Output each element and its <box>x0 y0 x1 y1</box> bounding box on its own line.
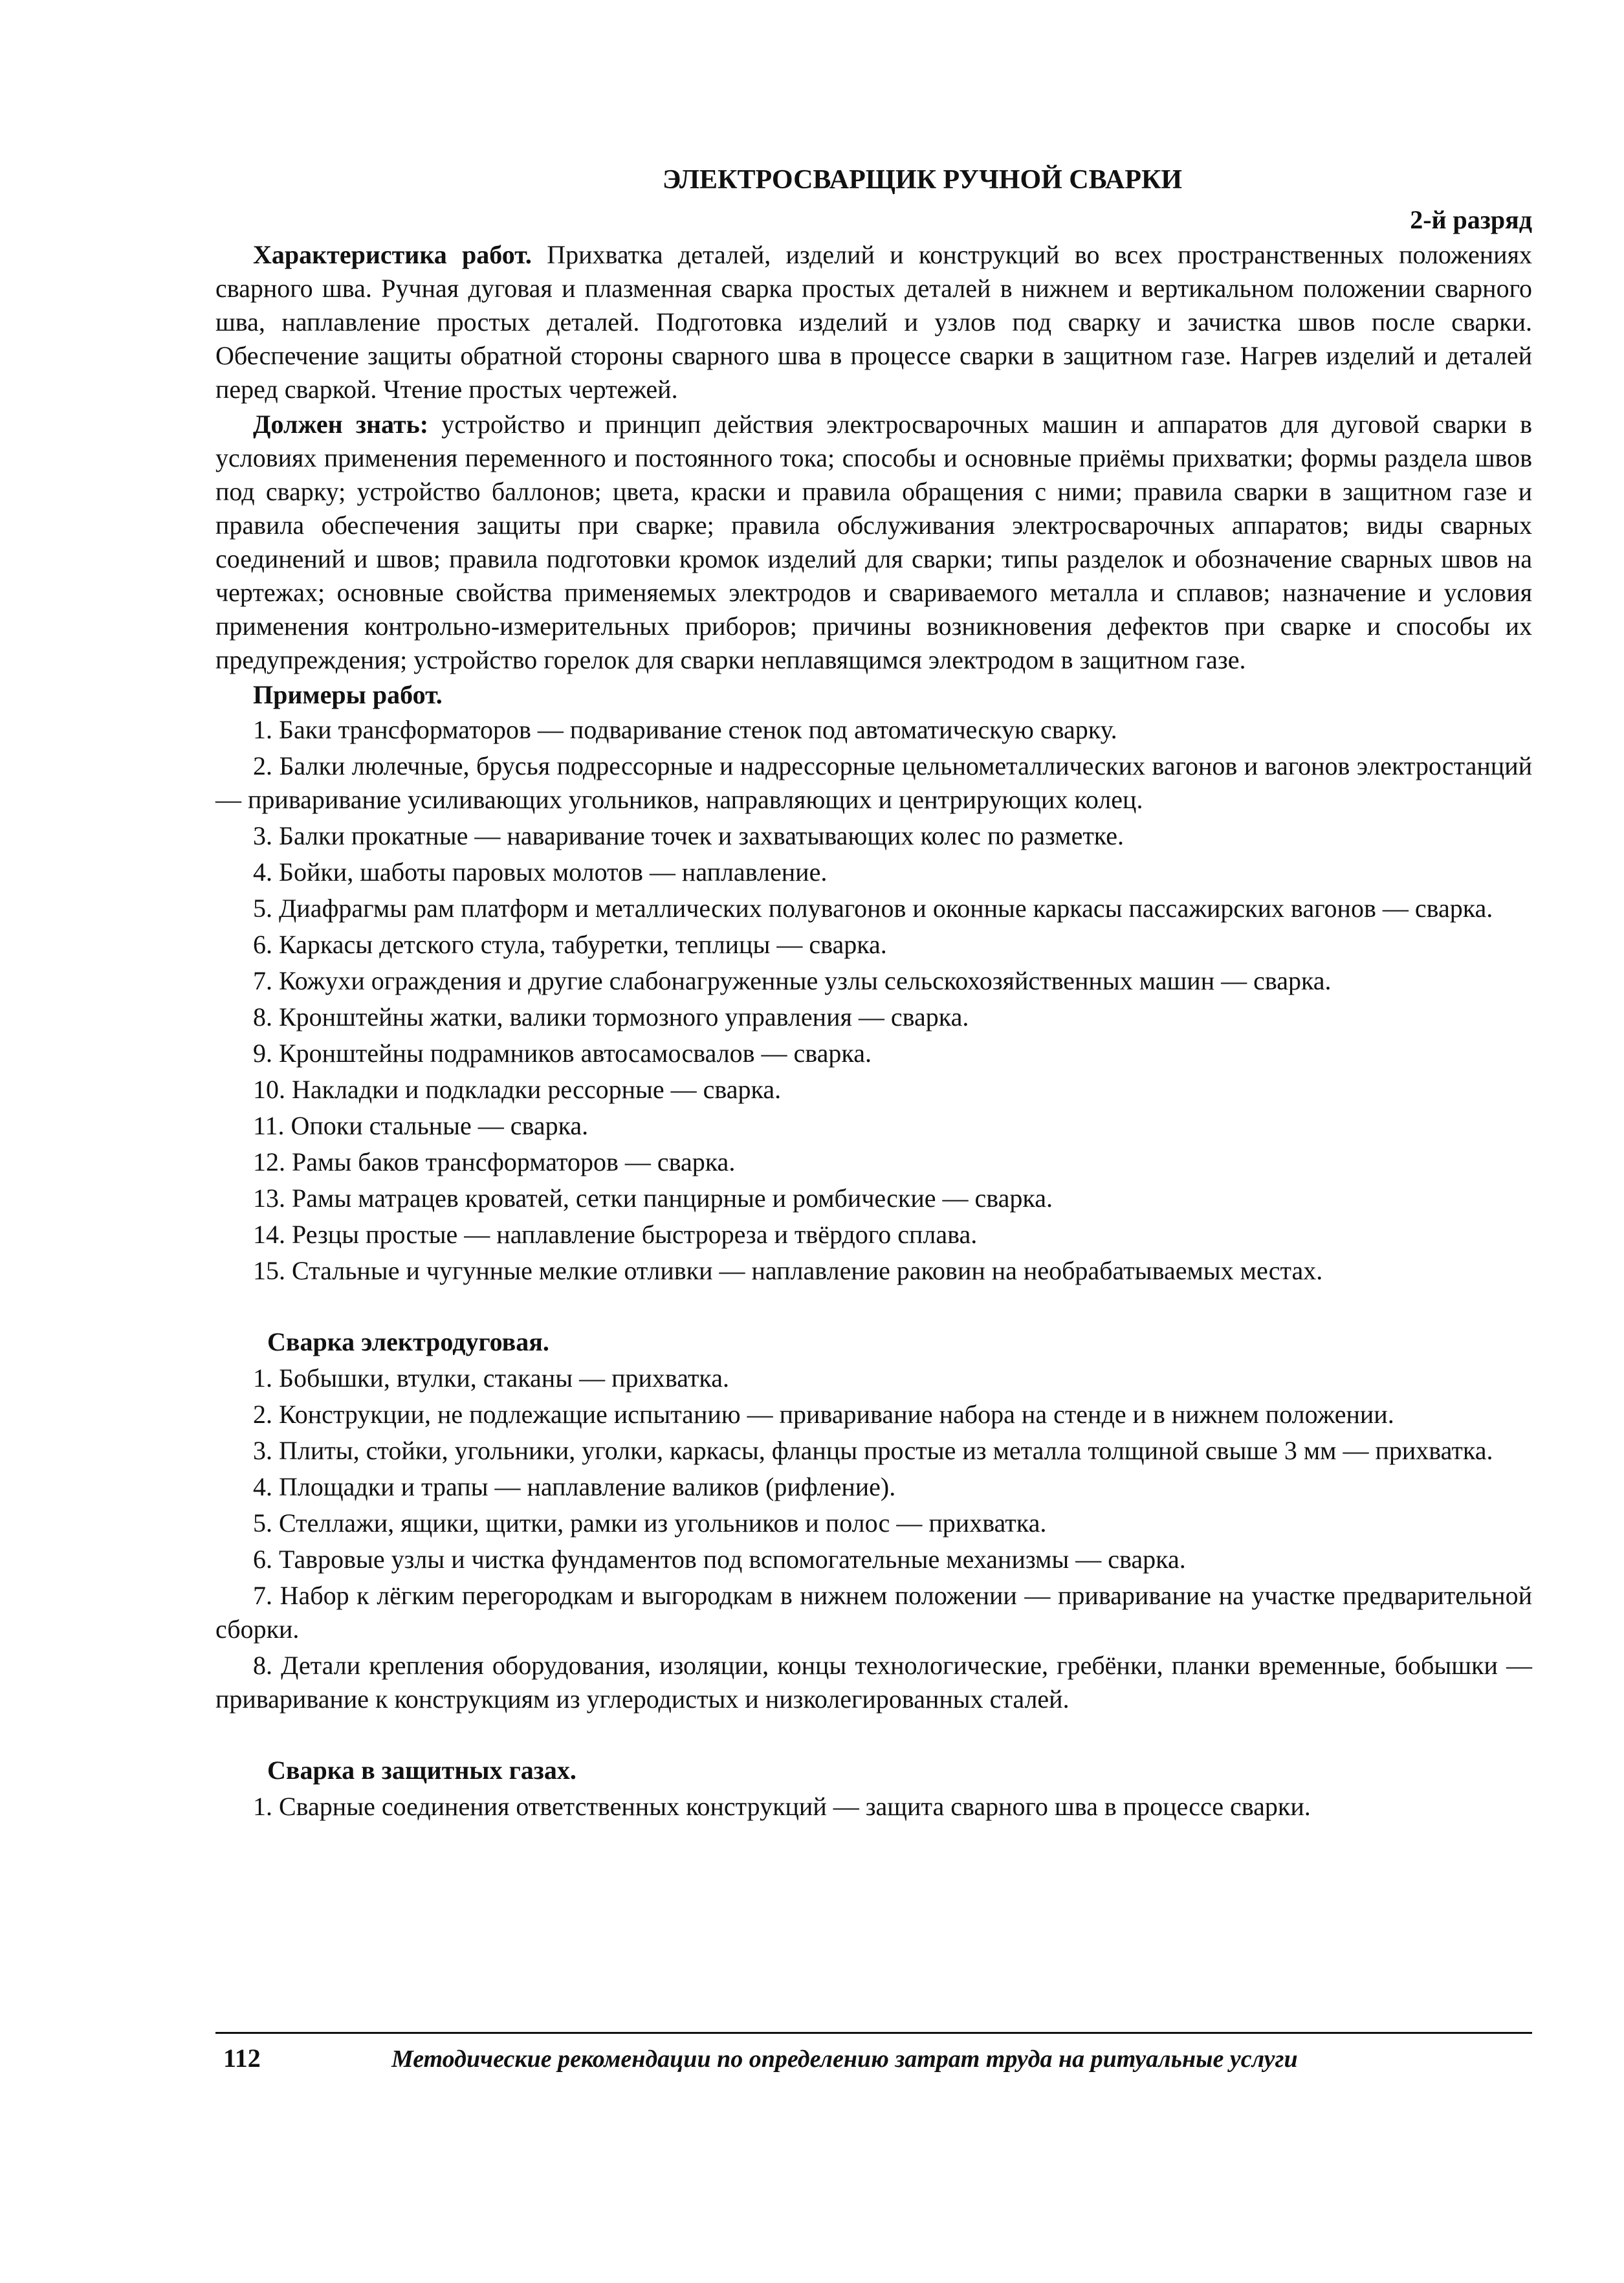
document-title: ЭЛЕКТРОСВАРЩИК РУЧНОЙ СВАРКИ <box>662 165 1183 195</box>
list-item: 1. Сварные соединения ответственных конструкций — защита сварного шва в процессе сварки. <box>253 1792 1311 1821</box>
list-item: 12. Рамы баков трансформаторов — сварка. <box>253 1147 736 1176</box>
list-item: 11. Опоки стальные — сварка. <box>253 1111 589 1140</box>
grade-label: 2-й разряд <box>1410 205 1532 234</box>
examples-heading: Примеры работ. <box>253 680 443 709</box>
knowledge-label: Должен знать: <box>253 410 429 439</box>
list-item: 2. Конструкции, не подлежащие испытанию — приваривание набора на стенде и в нижнем положении. <box>253 1400 1394 1429</box>
characteristics-label: Характеристика работ. <box>253 240 532 269</box>
list-item: 8. Кронштейны жатки, валики тормозного управления — сварка. <box>253 1002 969 1031</box>
list-item: 7. Кожухи ограждения и другие слабонагруженные узлы сельскохозяйственных машин — сварка. <box>253 966 1332 995</box>
list-item: 3. Плиты, стойки, угольники, уголки, каркасы, фланцы простые из металла толщиной свыше 3 мм — прихватка. <box>253 1436 1493 1465</box>
list-item: 4. Бойки, шаботы паровых молотов — наплавление. <box>253 857 828 887</box>
page-number: 112 <box>223 2044 261 2073</box>
characteristics-paragraph <box>215 238 1532 406</box>
list-item: 15. Стальные и чугунные мелкие отливки — наплавление раковин на необрабатываемых местах. <box>253 1256 1323 1285</box>
list-item: 6. Тавровые узлы и чистка фундаментов под вспомогательные механизмы — сварка. <box>253 1545 1186 1574</box>
gas-welding-list <box>215 1790 1532 1824</box>
gas-welding-heading: Сварка в защитных газах. <box>267 1756 576 1785</box>
document-page <box>215 162 1532 1826</box>
list-item: 1. Баки трансформаторов — подваривание стенок под автоматическую сварку. <box>253 715 1117 744</box>
list-item: 10. Накладки и подкладки рессорные — сварка. <box>253 1075 782 1104</box>
list-item: 1. Бобышки, втулки, стаканы — прихватка. <box>253 1363 730 1393</box>
list-item: 3. Балки прокатные — наваривание точек и захватывающих колес по разметке. <box>253 821 1124 850</box>
page-footer <box>215 2032 1532 2073</box>
list-item: 8. Детали крепления оборудования, изоляции, концы технологические, гребёнки, планки временные, бобышки — приваривание к конструкциям из углеродистых и низколегированных сталей. <box>215 1651 1532 1714</box>
knowledge-paragraph <box>215 408 1532 677</box>
list-item: 13. Рамы матрацев кроватей, сетки панцирные и ромбические — сварка. <box>253 1184 1053 1213</box>
list-item: 9. Кронштейны подрамников автосамосвалов — сварка. <box>253 1039 872 1068</box>
list-item: 14. Резцы простые — наплавление быстрореза и твёрдого сплава. <box>253 1220 978 1249</box>
examples-list <box>215 713 1532 1288</box>
list-item: 5. Диафрагмы рам платформ и металлических полувагонов и оконные каркасы пассажирских вагонов — сварка. <box>253 894 1493 923</box>
list-item: 4. Площадки и трапы — наплавление валиков (рифление). <box>253 1472 896 1501</box>
arc-welding-heading: Сварка электродуговая. <box>267 1327 549 1356</box>
list-item: 7. Набор к лёгким перегородкам и выгородкам в нижнем положении — приваривание на участке предварительной сборки. <box>215 1581 1532 1644</box>
knowledge-text: устройство и принцип действия электросварочных машин и аппаратов для дуговой сварки в условиях применения переменного и постоянного тока; способы и основные приёмы прихватки; формы раздела швов под сварку; устройство баллонов; цвета, краски и правила обращения с ними; правила сварки в защитном газе и правила обеспечения защиты при сварке; правила обслуживания электросварочных аппаратов; виды сварных соединений и швов; правила подготовки кромок изделий для сварки; типы разделок и обозначение сварных швов на чертежах; основные свойства применяемых электродов и свариваемого металла и сплавов; назначение и условия применения контрольно-измерительных приборов; причины возникновения дефектов при сварке и способы их предупреждения; устройство горелок для сварки неплавящимся электродом в защитном газе. <box>215 410 1532 674</box>
list-item: 6. Каркасы детского стула, табуретки, теплицы — сварка. <box>253 930 887 959</box>
list-item: 5. Стеллажи, ящики, щитки, рамки из угольников и полос — прихватка. <box>253 1508 1047 1538</box>
book-title: Методические рекомендации по определению затрат труда на ритуальные услуги <box>391 2046 1298 2073</box>
characteristics-text: Прихватка деталей, изделий и конструкций во всех пространственных положениях сварного шва. Ручная дуговая и плазменная сварка простых деталей в нижнем и вертикальном положении сварного шва, наплавление простых деталей. Подготовка изделий и узлов под сварку и зачистка швов после сварки. Обеспечение защиты обратной стороны сварного шва в процессе сварки в защитном газе. Нагрев изделий и деталей перед сваркой. Чтение простых чертежей. <box>215 240 1532 404</box>
arc-welding-list <box>215 1362 1532 1716</box>
list-item: 2. Балки люлечные, брусья подрессорные и надрессорные цельнометаллических вагонов и вагонов электростанций — приваривание усиливающих угольников, направляющих и центрирующих колец. <box>215 751 1532 814</box>
